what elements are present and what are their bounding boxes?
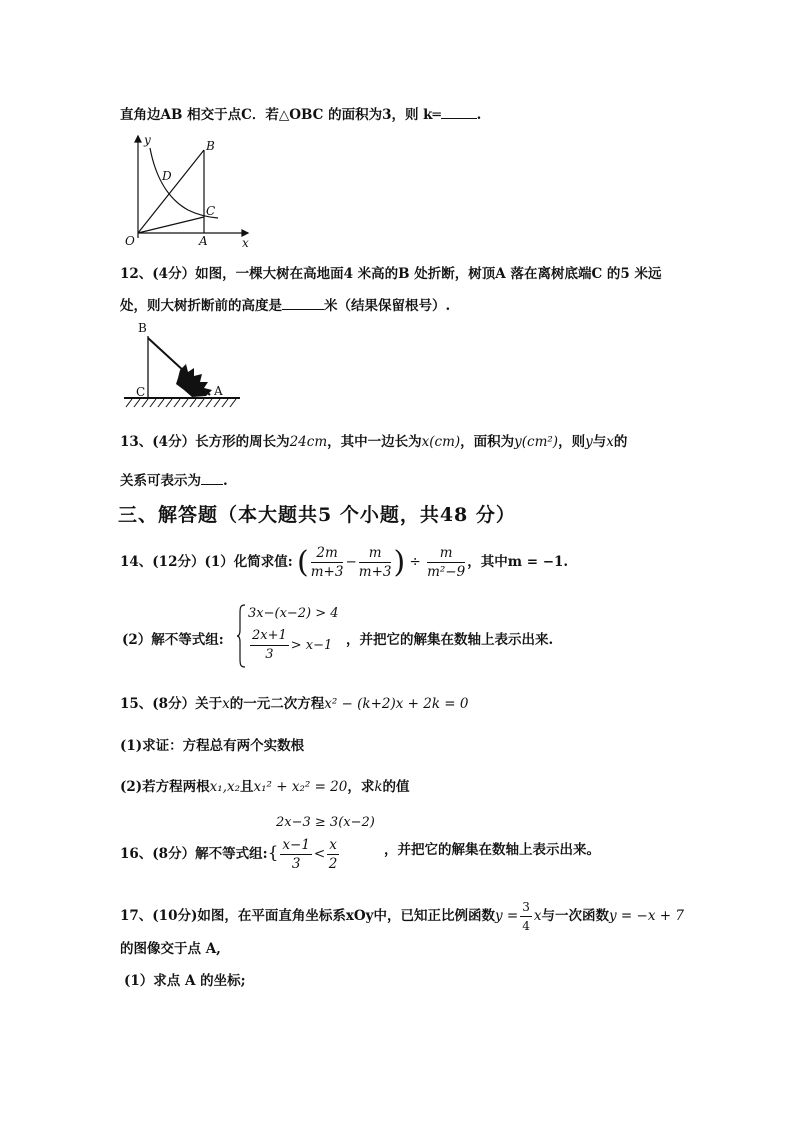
- q15-text-p2d: 的值: [382, 779, 410, 795]
- q17-f1-lhs: y =: [495, 908, 519, 924]
- q14-minus: −: [345, 554, 357, 570]
- q16-brace: {: [267, 843, 279, 863]
- q14-ineq2-frac: [250, 627, 289, 664]
- q13-side: x(cm): [421, 434, 461, 450]
- q14-frac-3: [427, 544, 465, 581]
- q15-roots: x₁,x₂: [209, 779, 241, 795]
- q13-text-c: ，面积为: [460, 434, 515, 450]
- q13-text-b: ，其中一边长为: [327, 434, 422, 450]
- q12-line2: [120, 294, 450, 314]
- q15-x-var: x: [222, 696, 230, 712]
- ground-hatching: [126, 399, 236, 407]
- q16-frac-2: [327, 836, 339, 873]
- q17-line1: [120, 898, 684, 935]
- left-paren: (: [297, 545, 309, 580]
- q16-frac2-den: 2: [328, 856, 338, 872]
- q14-frac1-num: 2m: [311, 544, 344, 563]
- q14-part1: [120, 544, 568, 581]
- q12-line1: 12、(4分）如图，一棵大树在高地面4 米高的B 处折断，树顶A 落在离树底端C 的5 米远: [120, 266, 662, 282]
- q15-k-var: k: [374, 779, 383, 795]
- fig12-label-c: C: [136, 385, 146, 399]
- system-brace-1: [236, 604, 246, 668]
- q15-text-p2c: ，求: [347, 779, 375, 795]
- q17-line2: 的图像交于点 A,: [120, 941, 221, 957]
- q13-y-var: y: [585, 434, 593, 450]
- q16-frac2-num: x: [329, 837, 337, 853]
- q15-part2: [120, 775, 410, 795]
- section-heading: 三、解答题（本大题共5 个小题，共48 分）: [118, 504, 516, 526]
- right-paren: ): [393, 545, 406, 580]
- fig12-label-b: B: [138, 321, 147, 335]
- q14-ineq2-den: 3: [265, 647, 274, 662]
- q16-frac1-num: x−1: [282, 837, 310, 853]
- q16-frac1-den: 3: [291, 856, 301, 872]
- q14-frac3-num: m: [427, 544, 465, 563]
- q14-ineq2-num: 2x+1: [250, 627, 289, 646]
- fig11-label-x: x: [242, 236, 249, 250]
- q13-text-d: ，则: [558, 434, 586, 450]
- fig11-label-a: A: [199, 234, 208, 248]
- q12-answer-blank: [282, 297, 324, 310]
- q14-frac1-den: m+3: [310, 564, 344, 580]
- q14-frac3-den: m²−9: [427, 564, 466, 580]
- q15-text-p2b: 且: [240, 779, 254, 795]
- q14-ineq2-rhs: > x−1: [290, 638, 333, 653]
- fig11-label-b: B: [206, 139, 215, 153]
- fig11-label-y: y: [144, 133, 151, 147]
- q13-end: .: [223, 473, 228, 489]
- fig11-label-o: O: [125, 234, 135, 248]
- q11-text: 直角边AB 相交于点C．若△OBC 的面积为3，则 k═: [120, 107, 441, 123]
- q16-tail: ，并把它的解集在数轴上表示出来。: [384, 842, 600, 858]
- q14-ineq1: 3x−(x−2) > 4: [248, 606, 339, 621]
- q11-figure: [122, 130, 257, 250]
- segment-ob: [138, 150, 204, 233]
- q17-f1-rhs: x: [533, 908, 542, 924]
- q17-part1: (1）求点 A 的坐标;: [124, 973, 246, 989]
- q13-text-e: 与: [592, 434, 607, 450]
- q16-ineq1: 2x−3 ≥ 3(x−2): [276, 815, 375, 830]
- q16-line: [120, 836, 341, 873]
- q15-equation: x² − (k+2)x + 2k = 0: [324, 696, 469, 712]
- q15-text-a: 15、(8分）关于: [120, 696, 223, 712]
- fig12-label-a: A: [214, 384, 223, 398]
- y-axis-arrow: [135, 136, 141, 142]
- q15-part1: (1)求证：方程总有两个实数根: [120, 738, 305, 754]
- q15-condition: x₁² + x₂² = 20: [253, 779, 348, 795]
- q13-text-f: 的: [613, 434, 628, 450]
- q14-frac2-num: m: [359, 544, 392, 563]
- q14-frac2-den: m+3: [358, 564, 392, 580]
- q14-div: ÷: [409, 554, 421, 570]
- q13-answer-blank: [201, 472, 223, 485]
- q11-tail-line: [120, 103, 481, 123]
- q14-frac-1: [311, 544, 344, 581]
- q17-f1-frac: [520, 898, 532, 935]
- q14-frac-2: [359, 544, 392, 581]
- q17-f1-num: 3: [520, 898, 532, 917]
- q13-text-a: 13、(4分）长方形的周长为: [120, 434, 290, 450]
- q15-text-b: 的一元二次方程: [229, 696, 325, 712]
- q17-f1-den: 4: [522, 919, 530, 933]
- q15-text-p2a: (2)若方程两根: [120, 779, 210, 795]
- q13-area: y(cm²): [514, 434, 559, 450]
- q14-part2-tail: ，并把它的解集在数轴上表示出来.: [346, 632, 554, 648]
- q13-text-line2: 关系可表示为: [120, 473, 201, 489]
- q15-line1: [120, 692, 469, 712]
- q11-end: .: [476, 107, 482, 123]
- q13-perimeter: 24cm: [289, 434, 328, 450]
- q13-line1: [120, 430, 627, 450]
- q13-x-var: x: [606, 434, 614, 450]
- q17-text-b: 与一次函数: [541, 908, 610, 924]
- q14-part1-label: 14、(12分）(1）化简求值:: [120, 554, 293, 570]
- q11-answer-blank: [441, 106, 477, 119]
- q13-line2: [120, 469, 228, 489]
- fig11-label-c: C: [206, 204, 216, 218]
- q16-label: 16、(8分）解不等式组:: [120, 846, 268, 862]
- q14-condition: ，其中m = −1.: [467, 554, 569, 570]
- q12-line2b: 米（结果保留根号）.: [324, 298, 451, 314]
- q12-line2a: 处，则大树折断前的高度是: [120, 298, 282, 314]
- tree-crown: [176, 364, 212, 397]
- q14-part2-label: (2）解不等式组:: [122, 632, 224, 648]
- q16-frac-1: [280, 836, 312, 873]
- q17-text-a: 17、(10分)如图，在平面直角坐标系xOy中，已知正比例函数: [120, 908, 496, 924]
- q14-ineq2: [248, 627, 332, 664]
- q12-figure: [122, 318, 242, 410]
- segment-oc: [138, 217, 204, 233]
- q17-f2: y = −x + 7: [609, 908, 684, 924]
- q16-lt: <: [313, 846, 326, 862]
- fig11-label-d: D: [162, 169, 172, 183]
